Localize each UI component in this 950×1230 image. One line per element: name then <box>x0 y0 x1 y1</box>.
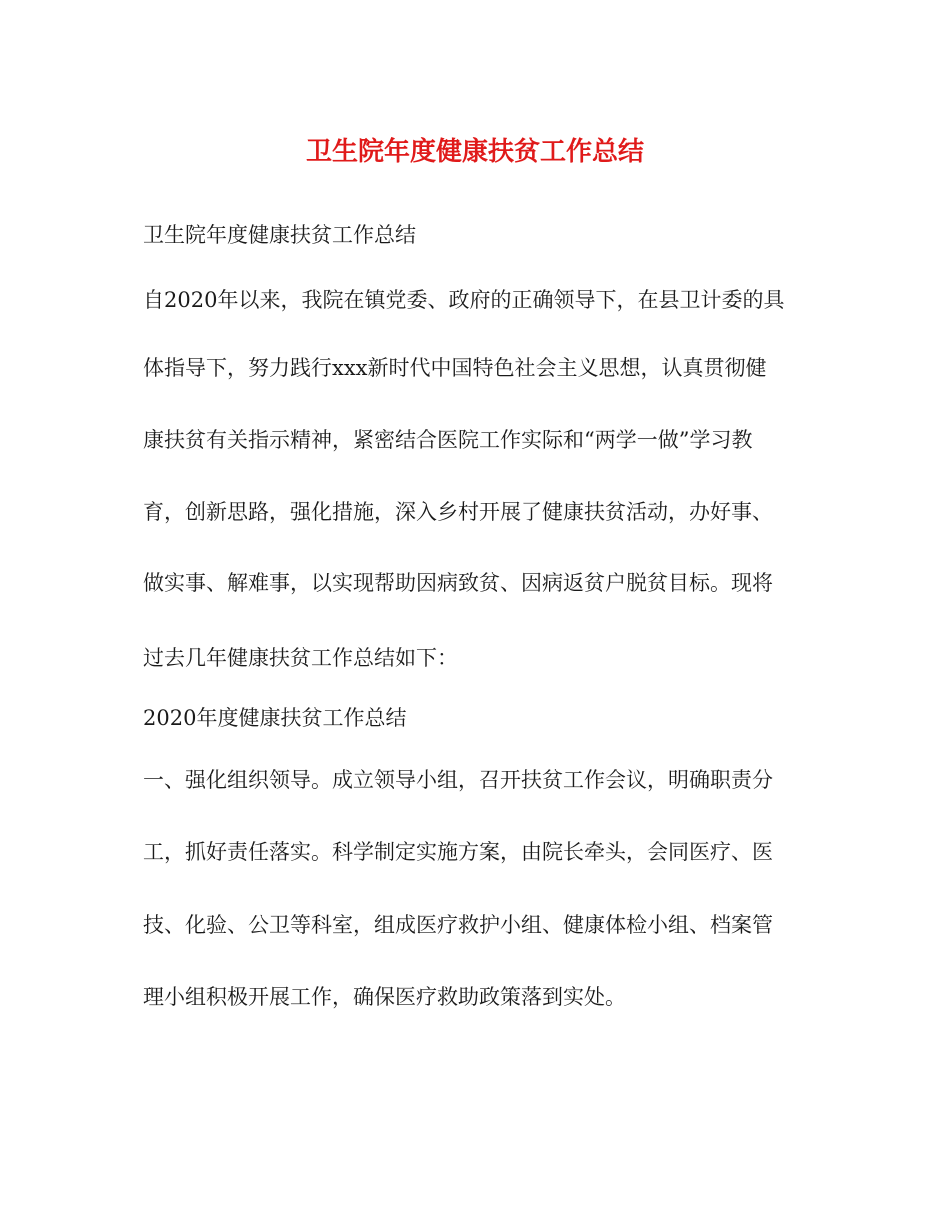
paragraph-line: 理小组积极开展工作，确保医疗救助政策落到实处。 <box>143 985 626 1009</box>
paragraph-line: 做实事、解难事，以实现帮助因病致贫、因病返贫户脱贫目标。现将 <box>143 571 773 595</box>
document-title: 卫生院年度健康扶贫工作总结 <box>305 137 644 167</box>
paragraph-line: 过去几年健康扶贫工作总结如下： <box>143 646 458 670</box>
paragraph-line: 康扶贫有关指示精神，紧密结合医院工作实际和“两学一做”学习教 <box>143 428 753 452</box>
paragraph-line: 技、化验、公卫等科室，组成医疗救护小组、健康体检小组、档案管 <box>143 913 773 937</box>
paragraph-line: 体指导下，努力践行xxx新时代中国特色社会主义思想，认真贯彻健 <box>143 356 767 380</box>
paragraph-line: 一、强化组织领导。成立领导小组，召开扶贫工作会议，明确职责分 <box>143 768 773 792</box>
document-subtitle-line: 卫生院年度健康扶贫工作总结 <box>143 223 416 247</box>
paragraph-line: 育，创新思路，强化措施，深入乡村开展了健康扶贫活动，办好事、 <box>143 500 773 524</box>
paragraph-line: 自2020年以来，我院在镇党委、政府的正确领导下，在县卫计委的具 <box>143 288 785 312</box>
paragraph-line: 工，抓好责任落实。科学制定实施方案，由院长牵头，会同医疗、医 <box>143 840 773 864</box>
section-heading-line: 2020年度健康扶贫工作总结 <box>143 706 407 730</box>
